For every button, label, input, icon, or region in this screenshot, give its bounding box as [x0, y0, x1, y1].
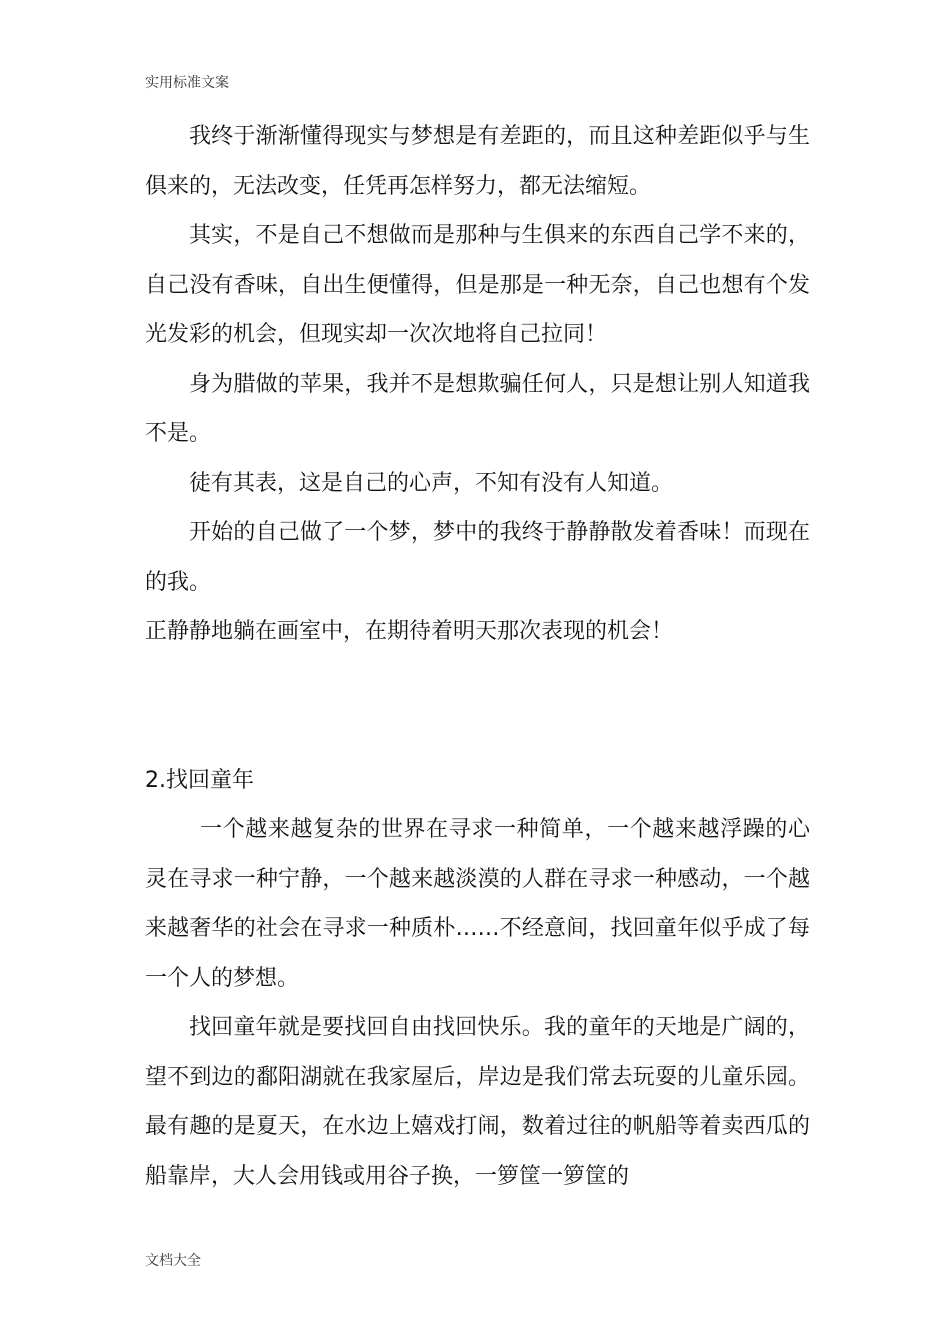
page-footer: 文档大全 [145, 1253, 201, 1269]
paragraph: 我终于渐渐懂得现实与梦想是有差距的，而且这种差距似乎与生俱来的，无法改变，任凭再怎样努力，都无法缩短。 [145, 124, 810, 199]
document-body [145, 112, 810, 1201]
paragraph: 其实，不是自己不想做而是那种与生俱来的东西自己学不来的，自己没有香味，自出生便懂得，但是那是一种无奈，自己也想有个发光发彩的机会，但现实却一次次地将自己拉同！ [145, 223, 810, 347]
paragraph: 一个越来越复杂的世界在寻求一种简单，一个越来越浮躁的心灵在寻求一种宁静，一个越来越淡漠的人群在寻求一种感动，一个越来越奢华的社会在寻求一种质朴……不经意间，找回童年似乎成了每一个人的梦想。 [145, 817, 810, 991]
section-title: 2.找回童年 [145, 767, 254, 793]
paragraph: 找回童年就是要找回自由找回快乐。我的童年的天地是广阔的，望不到边的鄱阳湖就在我家屋后，岸边是我们常去玩耍的儿童乐园。最有趣的是夏天，在水边上嬉戏打闹，数着过往的帆船等着卖西瓜的船靠岸，大人会用钱或用谷子换，一箩筐一箩筐的 [145, 1015, 810, 1189]
section-spacer [145, 657, 810, 756]
paragraph: 开始的自己做了一个梦，梦中的我终于静静散发着香味！而现在的我。 [145, 520, 810, 595]
paragraph: 徒有其表，这是自己的心声，不知有没有人知道。 [189, 470, 674, 496]
page-header: 实用标准文案 [145, 75, 229, 91]
paragraph: 身为腊做的苹果，我并不是想欺骗任何人，只是想让别人知道我不是。 [145, 371, 810, 446]
paragraph: 正静静地躺在画室中，在期待着明天那次表现的机会！ [145, 619, 674, 644]
